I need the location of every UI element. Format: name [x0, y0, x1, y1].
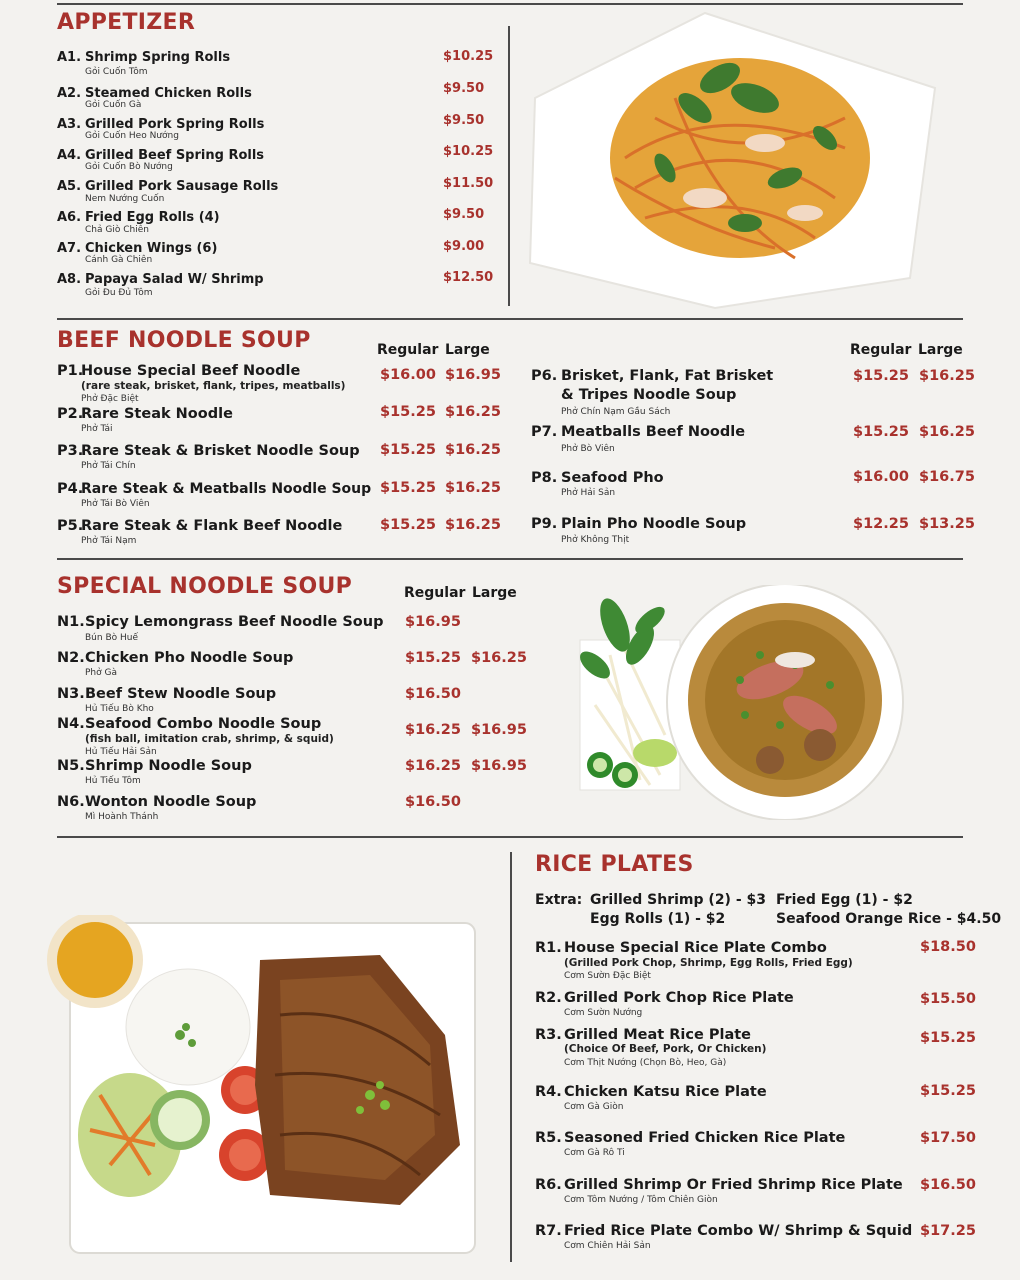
- item-name: Seasoned Fried Chicken Rice Plate: [564, 1130, 846, 1146]
- item-name: Seafood Combo Noodle Soup: [85, 716, 322, 732]
- item-code: P9.: [531, 516, 558, 532]
- item-vietnamese-name: Phở Chín Nạm Gầu Sách: [561, 407, 671, 417]
- item-code: A6.: [57, 210, 82, 225]
- item-name: House Special Beef Noodle: [81, 363, 301, 379]
- item-vietnamese-name: Phở Tái Nạm: [81, 536, 137, 546]
- item-name: Grilled Pork Chop Rice Plate: [564, 990, 794, 1006]
- item-name: Chicken Wings (6): [85, 241, 218, 256]
- item-name: Spicy Lemongrass Beef Noodle Soup: [85, 614, 384, 630]
- item-price: $12.50: [443, 270, 494, 285]
- pho-bowl-photo: [570, 585, 915, 820]
- item-name: Rare Steak & Meatballs Noodle Soup: [81, 481, 372, 497]
- regular-price: $15.25: [405, 650, 461, 666]
- item-code: R6.: [535, 1177, 562, 1193]
- item-vietnamese-name: Phở Tái Chín: [81, 461, 136, 471]
- item-vietnamese-name: Cánh Gà Chiên: [85, 255, 153, 265]
- item-vietnamese-name: Phở Tái: [81, 424, 113, 434]
- extra-option: Grilled Shrimp (2) - $3: [590, 892, 766, 908]
- item-code: P7.: [531, 424, 558, 440]
- regular-price: $12.25: [853, 516, 909, 532]
- regular-header: Regular: [850, 342, 912, 358]
- item-code: N3.: [57, 686, 85, 702]
- item-vietnamese-name: Gỏi Cuốn Bò Nướng: [85, 162, 173, 172]
- large-price: $16.25: [445, 480, 501, 496]
- item-vietnamese-name: Phở Gà: [85, 668, 117, 678]
- item-code: P1.: [57, 363, 84, 379]
- item-name: Plain Pho Noodle Soup: [561, 516, 747, 532]
- item-code: R2.: [535, 990, 562, 1006]
- item-code: P4.: [57, 481, 84, 497]
- divider-2: [57, 558, 963, 560]
- item-vietnamese-name: Bún Bò Huế: [85, 633, 138, 643]
- item-name: Rare Steak & Flank Beef Noodle: [81, 518, 343, 534]
- appetizer-vertical-divider: [508, 26, 510, 306]
- regular-price: $16.00: [853, 469, 909, 485]
- item-name: Fried Rice Plate Combo W/ Shrimp & Squid: [564, 1223, 913, 1239]
- large-price: $16.25: [919, 368, 975, 384]
- item-price: $17.50: [920, 1130, 976, 1146]
- item-name: Meatballs Beef Noodle: [561, 424, 746, 440]
- large-price: $16.25: [471, 650, 527, 666]
- item-code: A8.: [57, 272, 82, 287]
- rice-plate-photo: [40, 915, 480, 1260]
- item-name: Papaya Salad W/ Shrimp: [85, 272, 264, 287]
- item-vietnamese-name: Phở Tái Bò Viên: [81, 499, 150, 509]
- item-price: $9.50: [443, 81, 485, 96]
- item-name: Wonton Noodle Soup: [85, 794, 257, 810]
- item-code: A5.: [57, 179, 82, 194]
- item-name: Shrimp Spring Rolls: [85, 50, 231, 65]
- regular-price: $15.25: [380, 517, 436, 533]
- item-vietnamese-name: Gỏi Đu Đủ Tôm: [85, 288, 153, 298]
- item-code: N2.: [57, 650, 85, 666]
- large-price: $16.25: [445, 404, 501, 420]
- extra-option: Fried Egg (1) - $2: [776, 892, 913, 908]
- item-vietnamese-name: Hủ Tiếu Hải Sản: [85, 747, 157, 757]
- item-note: (Choice Of Beef, Pork, Or Chicken): [564, 1043, 767, 1055]
- item-name: Seafood Pho: [561, 470, 664, 486]
- item-code: P8.: [531, 470, 558, 486]
- large-header: Large: [445, 342, 490, 358]
- item-note: (rare steak, brisket, flank, tripes, meatballs): [81, 380, 346, 392]
- item-code: A1.: [57, 50, 82, 65]
- item-price: $18.50: [920, 939, 976, 955]
- extra-label: Extra:: [535, 892, 583, 908]
- item-price: $9.50: [443, 113, 485, 128]
- large-price: $16.25: [445, 517, 501, 533]
- regular-price: $16.25: [405, 722, 461, 738]
- item-code: P6.: [531, 368, 558, 384]
- item-code: R5.: [535, 1130, 562, 1146]
- item-vietnamese-name: Phở Không Thịt: [561, 535, 630, 545]
- item-code: N4.: [57, 716, 85, 732]
- large-price: $16.95: [445, 367, 501, 383]
- appetizer-title: APPETIZER: [57, 10, 196, 35]
- item-code: P5.: [57, 518, 84, 534]
- item-vietnamese-name: Cơm Chiên Hải Sản: [564, 1241, 651, 1251]
- item-name: Beef Stew Noodle Soup: [85, 686, 277, 702]
- item-price: $10.25: [443, 144, 494, 159]
- item-price: $9.50: [443, 207, 485, 222]
- item-vietnamese-name: Cơm Tôm Nướng / Tôm Chiên Giòn: [564, 1195, 718, 1205]
- divider-1: [57, 318, 963, 320]
- item-name-line-2: & Tripes Noodle Soup: [561, 387, 737, 403]
- divider-3: [57, 836, 963, 838]
- large-price: $16.25: [445, 442, 501, 458]
- regular-price: $15.25: [380, 480, 436, 496]
- item-vietnamese-name: Cơm Sườn Đặc Biệt: [564, 971, 651, 981]
- special-noodle-title: SPECIAL NOODLE SOUP: [57, 574, 353, 599]
- item-code: P2.: [57, 406, 84, 422]
- regular-price: $15.25: [853, 368, 909, 384]
- item-vietnamese-name: Phở Đặc Biệt: [81, 394, 139, 404]
- regular-price: $16.50: [405, 794, 461, 810]
- item-code: R7.: [535, 1223, 562, 1239]
- item-price: $10.25: [443, 49, 494, 64]
- regular-header: Regular: [377, 342, 439, 358]
- item-vietnamese-name: Cơm Sườn Nướng: [564, 1008, 643, 1018]
- item-code: N1.: [57, 614, 85, 630]
- item-name: Grilled Pork Sausage Rolls: [85, 179, 279, 194]
- item-vietnamese-name: Gỏi Cuốn Gà: [85, 100, 142, 110]
- top-divider: [57, 3, 963, 5]
- item-code: R1.: [535, 940, 562, 956]
- item-vietnamese-name: Gỏi Cuốn Tôm: [85, 67, 148, 77]
- large-header: Large: [918, 342, 963, 358]
- item-code: R3.: [535, 1027, 562, 1043]
- regular-price: $15.25: [380, 442, 436, 458]
- item-vietnamese-name: Hủ Tiếu Bò Kho: [85, 704, 154, 714]
- item-name: Chicken Katsu Rice Plate: [564, 1084, 767, 1100]
- item-name: Rare Steak Noodle: [81, 406, 233, 422]
- item-name: Grilled Meat Rice Plate: [564, 1027, 752, 1043]
- item-code: R4.: [535, 1084, 562, 1100]
- item-name: House Special Rice Plate Combo: [564, 940, 827, 956]
- item-vietnamese-name: Mì Hoành Thánh: [85, 812, 159, 822]
- item-code: N6.: [57, 794, 85, 810]
- large-price: $16.95: [471, 722, 527, 738]
- large-price: $16.25: [919, 424, 975, 440]
- regular-price: $15.25: [380, 404, 436, 420]
- item-vietnamese-name: Cơm Gà Rô Ti: [564, 1148, 625, 1158]
- rice-vertical-divider: [510, 852, 512, 1262]
- regular-price: $16.50: [405, 686, 461, 702]
- extra-option: Egg Rolls (1) - $2: [590, 911, 726, 927]
- regular-price: $16.00: [380, 367, 436, 383]
- item-note: (fish ball, imitation crab, shrimp, & squid): [85, 733, 334, 745]
- item-name: Steamed Chicken Rolls: [85, 86, 252, 101]
- item-name: Brisket, Flank, Fat Brisket: [561, 368, 774, 384]
- item-vietnamese-name: Chả Giò Chiên: [85, 225, 149, 235]
- item-vietnamese-name: Cơm Thịt Nướng (Chọn Bò, Heo, Gà): [564, 1058, 727, 1068]
- item-code: A3.: [57, 117, 82, 132]
- item-vietnamese-name: Cơm Gà Giòn: [564, 1102, 624, 1112]
- item-vietnamese-name: Nem Nướng Cuốn: [85, 194, 165, 204]
- item-code: P3.: [57, 443, 84, 459]
- item-price: $15.25: [920, 1083, 976, 1099]
- papaya-salad-photo: [515, 8, 945, 313]
- item-vietnamese-name: Gỏi Cuốn Heo Nướng: [85, 131, 179, 141]
- item-name: Grilled Pork Spring Rolls: [85, 117, 265, 132]
- large-price: $16.75: [919, 469, 975, 485]
- item-price: $9.00: [443, 239, 485, 254]
- item-code: A7.: [57, 241, 82, 256]
- item-name: Fried Egg Rolls (4): [85, 210, 220, 225]
- item-price: $17.25: [920, 1223, 976, 1239]
- item-vietnamese-name: Phở Bò Viên: [561, 444, 615, 454]
- regular-price: $16.95: [405, 614, 461, 630]
- item-code: N5.: [57, 758, 85, 774]
- item-price: $16.50: [920, 1177, 976, 1193]
- regular-header: Regular: [404, 585, 466, 601]
- regular-price: $15.25: [853, 424, 909, 440]
- item-price: $15.50: [920, 991, 976, 1007]
- rice-plates-title: RICE PLATES: [535, 852, 694, 877]
- item-code: A4.: [57, 148, 82, 163]
- item-vietnamese-name: Phở Hải Sản: [561, 488, 616, 498]
- large-price: $16.95: [471, 758, 527, 774]
- extra-option: Seafood Orange Rice - $4.50: [776, 911, 1002, 927]
- large-price: $13.25: [919, 516, 975, 532]
- item-code: A2.: [57, 86, 82, 101]
- item-name: Grilled Beef Spring Rolls: [85, 148, 265, 163]
- item-name: Shrimp Noodle Soup: [85, 758, 252, 774]
- item-name: Rare Steak & Brisket Noodle Soup: [81, 443, 360, 459]
- item-vietnamese-name: Hủ Tiếu Tôm: [85, 776, 141, 786]
- item-price: $15.25: [920, 1030, 976, 1046]
- beef-noodle-title: BEEF NOODLE SOUP: [57, 328, 311, 353]
- item-note: (Grilled Pork Chop, Shrimp, Egg Rolls, Fried Egg): [564, 957, 853, 969]
- item-name: Chicken Pho Noodle Soup: [85, 650, 294, 666]
- item-name: Grilled Shrimp Or Fried Shrimp Rice Plate: [564, 1177, 903, 1193]
- regular-price: $16.25: [405, 758, 461, 774]
- large-header: Large: [472, 585, 517, 601]
- item-price: $11.50: [443, 176, 494, 191]
